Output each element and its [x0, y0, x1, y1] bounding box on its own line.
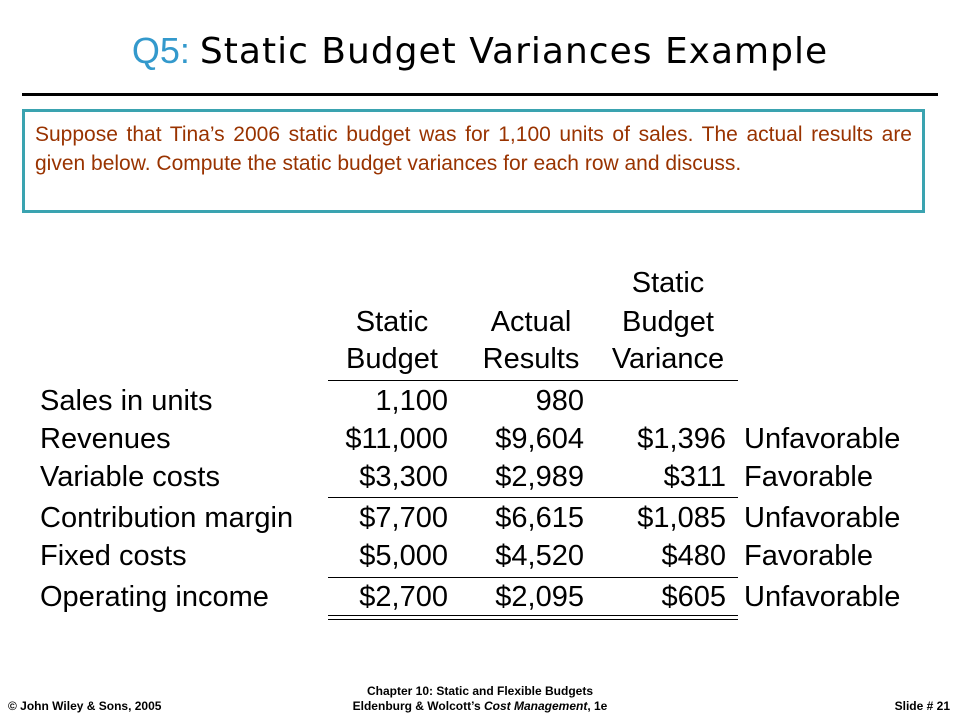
- variance-status: Unfavorable: [744, 502, 901, 534]
- actual-value: $9,604: [495, 423, 584, 455]
- header-col1-line1: Static: [355, 306, 429, 338]
- variance-value: $311: [663, 461, 726, 493]
- header-col1-line2: Budget: [346, 343, 438, 375]
- footer-book-prefix: Eldenburg & Wolcott’s: [352, 699, 484, 713]
- footer-slide-number: Slide # 21: [894, 699, 950, 713]
- static-budget-value: 1,100: [375, 385, 448, 417]
- double-rule-top: [328, 615, 738, 616]
- static-budget-value: $5,000: [359, 540, 448, 572]
- row-label: Sales in units: [40, 385, 213, 417]
- title-text: Static Budget Variances Example: [199, 31, 829, 72]
- static-budget-value: $2,700: [359, 581, 448, 613]
- question-text: Suppose that Tina’s 2006 static budget was for 1,100 units of sales. The actual results are given below. Compute the static budget variances for each row and discuss.: [35, 123, 912, 175]
- actual-value: $6,615: [495, 502, 584, 534]
- footer-book-suffix: , 1e: [587, 699, 608, 713]
- header-rule: [328, 380, 738, 381]
- static-budget-value: $11,000: [345, 423, 448, 455]
- variance-value: $605: [661, 581, 726, 613]
- subtotal-rule: [328, 497, 738, 498]
- static-budget-value: $3,300: [359, 461, 448, 493]
- row-label: Fixed costs: [40, 540, 187, 572]
- footer-book-title: [330, 699, 630, 714]
- variance-status: Unfavorable: [744, 581, 901, 613]
- actual-value: 980: [535, 385, 584, 417]
- actual-value: $4,520: [495, 540, 584, 572]
- row-label: Contribution margin: [40, 502, 294, 534]
- footer-chapter: [330, 684, 630, 714]
- row-label: Variable costs: [40, 461, 220, 493]
- total-rule: [328, 577, 738, 578]
- header-col3-line3: Variance: [611, 343, 725, 375]
- variance-status: Unfavorable: [744, 423, 901, 455]
- row-label: Operating income: [40, 581, 269, 613]
- static-budget-value: $7,700: [359, 502, 448, 534]
- footer-copyright: © John Wiley & Sons, 2005: [8, 699, 162, 713]
- actual-value: $2,095: [495, 581, 584, 613]
- header-col3-line1: Static: [631, 267, 705, 299]
- variance-status: Favorable: [744, 461, 873, 493]
- variance-value: $1,396: [637, 423, 726, 455]
- variance-value: $1,085: [637, 502, 726, 534]
- variance-value: $480: [661, 540, 726, 572]
- header-col2-line1: Actual: [490, 306, 572, 338]
- title-prefix: Q5:: [131, 30, 190, 71]
- footer-chapter-title: Chapter 10: Static and Flexible Budgets: [366, 684, 594, 698]
- footer-book-italic: Cost Management: [483, 699, 588, 713]
- double-rule-bottom: [328, 619, 738, 620]
- actual-value: $2,989: [495, 461, 584, 493]
- header-col3-line2: Budget: [622, 306, 714, 338]
- variance-status: Favorable: [744, 540, 873, 572]
- header-col2-line2: Results: [482, 343, 580, 375]
- row-label: Revenues: [40, 423, 171, 455]
